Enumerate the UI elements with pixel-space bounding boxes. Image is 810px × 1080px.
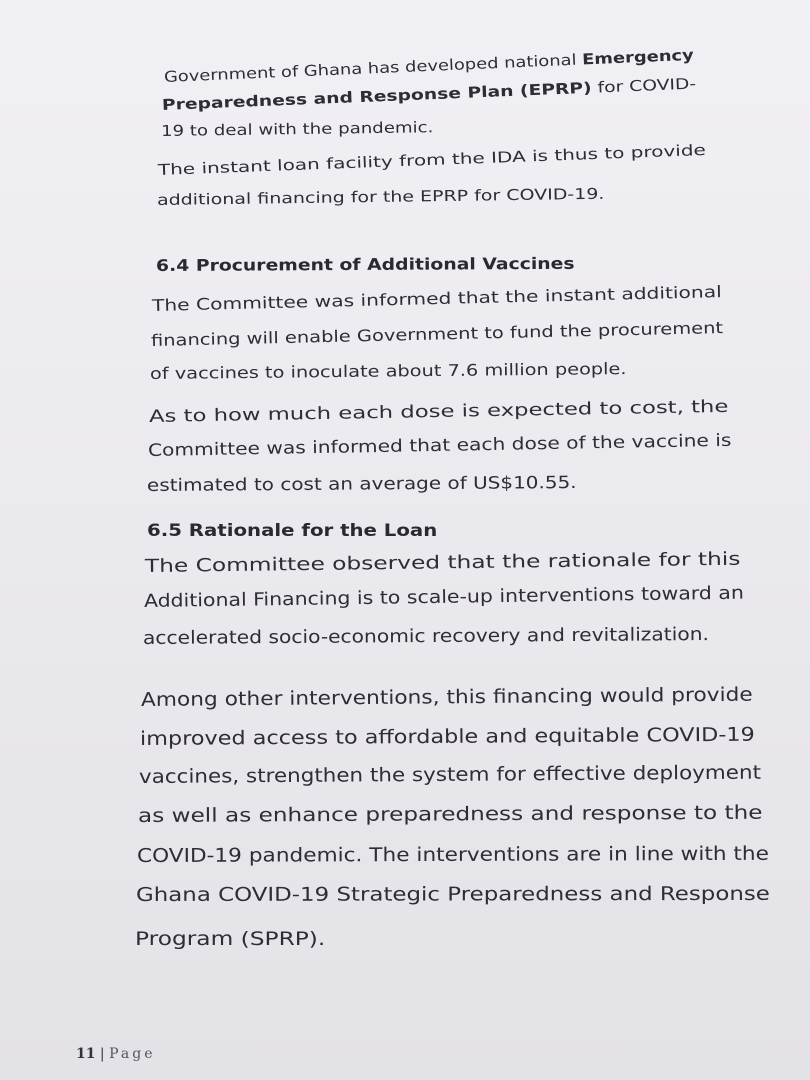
s64-p1-line-1: The Committee was informed that the instant additional (151, 282, 722, 315)
eprp-line-3: 19 to deal with the pandemic. (160, 118, 434, 140)
footer-separator: | (95, 1046, 110, 1062)
s65-p2-line-4: as well as enhance preparedness and response to the (137, 801, 763, 827)
ida-line-1: The instant loan facility from the IDA is thus to provide (157, 140, 707, 179)
s64-p2-line-3: estimated to cost an average of US$10.55. (146, 473, 577, 496)
page-footer (76, 1046, 156, 1062)
page-number: 11 (76, 1046, 96, 1062)
s65-p2-line-2: improved access to affordable and equitable COVID-19 (139, 723, 755, 750)
ida-line-2: additional financing for the EPRP for COVID-19. (156, 184, 605, 209)
s64-p2-line-1: As to how much each dose is expected to cost, the (148, 396, 729, 427)
s65-p1-line-3: accelerated socio-economic recovery and revitalization. (142, 624, 709, 649)
eprp-line-2-text: for COVID- (591, 74, 697, 97)
eprp-plan-emphasis: Preparedness and Response Plan (EPRP) (161, 78, 592, 114)
s64-p1-line-3: of vaccines to inoculate about 7.6 million people. (149, 359, 627, 383)
s65-p1-line-2: Additional Financing is to scale-up interventions toward an (143, 582, 744, 612)
s65-p2-line-6: Ghana COVID-19 Strategic Preparedness and Response (135, 882, 770, 906)
section-6-5-heading: 6.5 Rationale for the Loan (147, 521, 438, 541)
s64-p1-line-2: financing will enable Government to fund the procurement (150, 318, 724, 350)
s64-p2-line-2: Committee was informed that each dose of the vaccine is (147, 430, 732, 461)
eprp-emergency-emphasis: Emergency (581, 45, 695, 69)
s65-p2-line-3: vaccines, strengthen the system for effective deployment (138, 761, 762, 788)
s65-p2-line-5: COVID-19 pandemic. The interventions are in line with the (136, 842, 769, 867)
s65-p2-line-7: Program (SPRP). (135, 928, 326, 950)
eprp-line-1-text: Government of Ghana has developed national (163, 50, 583, 86)
s65-p1-line-1: The Committee observed that the rationale for this (144, 548, 741, 577)
section-6-4-heading: 6.4 Procurement of Additional Vaccines (155, 253, 575, 275)
s65-p2-line-1: Among other interventions, this financing would provide (140, 683, 753, 711)
page-label: Page (109, 1046, 156, 1062)
